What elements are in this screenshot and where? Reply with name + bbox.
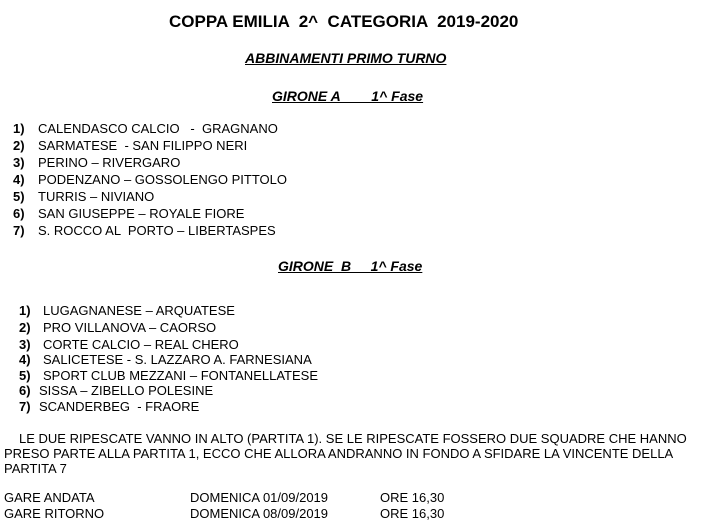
- match-teams: S. ROCCO AL PORTO – LIBERTASPES: [38, 223, 276, 238]
- match-number: 5): [19, 368, 31, 383]
- list-item: [19, 303, 235, 318]
- match-number: 1): [13, 121, 25, 136]
- match-number: 2): [19, 320, 31, 335]
- match-teams: SPORT CLUB MEZZANI – FONTANELLATESE: [43, 368, 318, 383]
- schedule-label: GARE RITORNO: [4, 506, 105, 521]
- match-number: 7): [13, 223, 25, 238]
- match-teams: TURRIS – NIVIANO: [38, 189, 155, 204]
- list-item: [19, 337, 239, 352]
- list-item: [19, 352, 312, 367]
- match-teams: PODENZANO – GOSSOLENGO PITTOLO: [38, 172, 287, 187]
- schedule-date: DOMENICA 08/09/2019: [190, 506, 329, 521]
- match-number: 3): [19, 337, 31, 352]
- list-item: [13, 206, 245, 221]
- list-item: [13, 138, 248, 153]
- match-teams: PERINO – RIVERGARO: [38, 155, 181, 170]
- list-item: [13, 155, 181, 170]
- match-number: 4): [13, 172, 25, 187]
- match-number: 6): [13, 206, 25, 221]
- match-teams: SALICETESE - S. LAZZARO A. FARNESIANA: [43, 352, 312, 367]
- list-item: [13, 189, 155, 204]
- match-number: 3): [13, 155, 25, 170]
- match-number: 2): [13, 138, 25, 153]
- page-subtitle: ABBINAMENTI PRIMO TURNO: [245, 50, 447, 66]
- match-teams: SISSA – ZIBELLO POLESINE: [39, 383, 214, 398]
- match-teams: CALENDASCO CALCIO - GRAGNANO: [38, 121, 278, 136]
- match-teams: SAN GIUSEPPE – ROYALE FIORE: [38, 206, 245, 221]
- list-item: [19, 399, 200, 414]
- girone-b-heading: GIRONE B 1^ Fase: [278, 258, 423, 274]
- list-item: [19, 320, 217, 335]
- match-number: 4): [19, 352, 31, 367]
- schedule-time: ORE 16,30: [380, 506, 445, 521]
- list-item: [19, 383, 214, 398]
- match-teams: SCANDERBEG - FRAORE: [39, 399, 200, 414]
- girone-a-heading: GIRONE A 1^ Fase: [272, 88, 424, 104]
- schedule-label: GARE ANDATA: [4, 490, 95, 505]
- match-teams: PRO VILLANOVA – CAORSO: [43, 320, 217, 335]
- note-paragraph: LE DUE RIPESCATE VANNO IN ALTO (PARTITA 1). SE LE RIPESCATE FOSSERO DUE SQUADRE CHE HANNO PRESO PARTE ALLA PARTITA 1, ECCO CHE ALLORA ANDRANNO IN FONDO A SFIDARE LA VINCENTE DELLA PARTITA 7: [4, 431, 687, 476]
- list-item: [19, 368, 318, 383]
- match-number: 1): [19, 303, 31, 318]
- schedule-date: DOMENICA 01/09/2019: [190, 490, 329, 505]
- schedule-time: ORE 16,30: [380, 490, 445, 505]
- page-title: COPPA EMILIA 2^ CATEGORIA 2019-2020: [169, 12, 519, 31]
- match-teams: LUGAGNANESE – ARQUATESE: [43, 303, 235, 318]
- match-teams: CORTE CALCIO – REAL CHERO: [43, 337, 239, 352]
- match-number: 6): [19, 383, 31, 398]
- match-number: 7): [19, 399, 31, 414]
- match-number: 5): [13, 189, 25, 204]
- list-item: [13, 121, 278, 136]
- list-item: [13, 223, 276, 238]
- match-teams: SARMATESE - SAN FILIPPO NERI: [38, 138, 248, 153]
- list-item: [13, 172, 287, 187]
